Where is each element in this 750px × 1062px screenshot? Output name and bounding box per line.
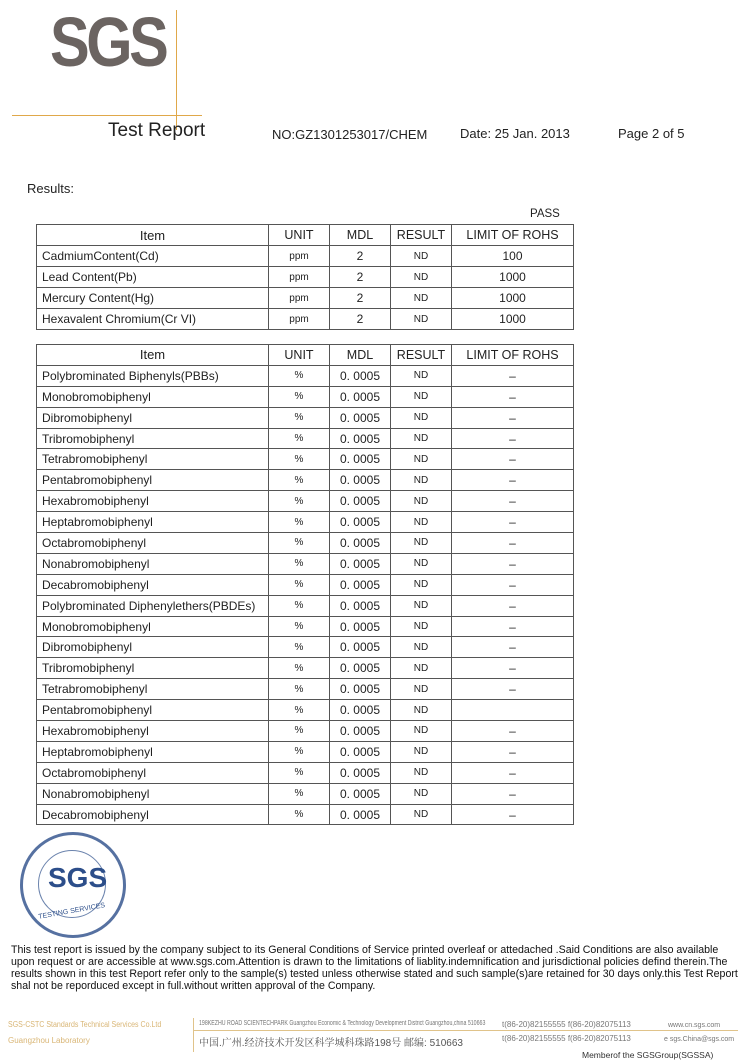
table-cell: –	[452, 365, 574, 386]
table-row	[37, 762, 574, 783]
table-cell: 0. 0005	[330, 449, 391, 470]
page-title: Test Report	[108, 120, 206, 141]
footer-rule	[193, 1018, 194, 1052]
report-date: Date: 25 Jan. 2013	[460, 126, 570, 141]
table-cell: ND	[391, 386, 452, 407]
table-cell: ND	[391, 309, 452, 330]
table-cell: ND	[391, 741, 452, 762]
table-row	[37, 309, 574, 330]
table-cell: ND	[391, 512, 452, 533]
logo-rule	[176, 10, 177, 130]
table-cell: ND	[391, 637, 452, 658]
column-header: Item	[37, 345, 269, 366]
table-row	[37, 721, 574, 742]
table-cell: 0. 0005	[330, 804, 391, 825]
disclaimer: This test report is issued by the company subject to its General Conditions of Service printed overleaf or attedached .Said Conditions are also available upon request or are accessible at www.sgs.com.Attention is drawn to the limitations of liablity.indemnification and jurisdictional policies defind therein.The results shown in this test Report refer only to the sample(s) tested unless otherwise stated and such sample(s)are retained for 30 days only.this Test Report shal not be reporduced except in full.without written approval of the Company.	[11, 944, 738, 992]
email: e sgs.China@sgs.com	[664, 1036, 735, 1043]
table-cell: ND	[391, 658, 452, 679]
table-cell: ND	[391, 762, 452, 783]
table-cell: 100	[452, 246, 574, 267]
table-cell: –	[452, 574, 574, 595]
stamp-text: TESTING SERVICES	[37, 902, 106, 921]
table-cell: 2	[330, 267, 391, 288]
table-row	[37, 449, 574, 470]
table-cell: –	[452, 637, 574, 658]
table-row	[37, 533, 574, 554]
table-cell: ND	[391, 595, 452, 616]
table-cell: Polybrominated Biphenyls(PBBs)	[37, 365, 269, 386]
table-cell: 0. 0005	[330, 407, 391, 428]
table-cell: %	[269, 491, 330, 512]
table-cell: –	[452, 762, 574, 783]
page-number: Page 2 of 5	[618, 126, 685, 141]
table-cell: Monobromobiphenyl	[37, 386, 269, 407]
table-cell: –	[452, 533, 574, 554]
table-cell: ppm	[269, 288, 330, 309]
table-cell: 0. 0005	[330, 553, 391, 574]
table-row	[37, 470, 574, 491]
table-row	[37, 595, 574, 616]
table-cell: 0. 0005	[330, 365, 391, 386]
table-cell: 0. 0005	[330, 741, 391, 762]
table-cell: –	[452, 595, 574, 616]
table-cell: –	[452, 407, 574, 428]
table-cell: Tetrabromobiphenyl	[37, 449, 269, 470]
table-cell: ND	[391, 407, 452, 428]
table-cell: %	[269, 595, 330, 616]
header-row	[37, 225, 574, 246]
table-cell: ND	[391, 267, 452, 288]
table-cell: 0. 0005	[330, 616, 391, 637]
table-cell: ND	[391, 533, 452, 554]
results-label: Results:	[27, 181, 74, 196]
table-cell: –	[452, 449, 574, 470]
column-header: UNIT	[269, 345, 330, 366]
table-cell: ND	[391, 288, 452, 309]
table-cell: Hexabromobiphenyl	[37, 491, 269, 512]
table-cell: 0. 0005	[330, 574, 391, 595]
heavy-metals-table	[36, 224, 574, 330]
member-note: Memberof the SGSGroup(SGSSA)	[582, 1050, 714, 1060]
table-cell: 1000	[452, 288, 574, 309]
table-cell: 0. 0005	[330, 428, 391, 449]
table-row	[37, 512, 574, 533]
table-cell: %	[269, 658, 330, 679]
footer-rule	[193, 1030, 738, 1031]
table-cell: %	[269, 616, 330, 637]
table-cell: 0. 0005	[330, 470, 391, 491]
table-cell: %	[269, 783, 330, 804]
table-cell: %	[269, 407, 330, 428]
table-cell: Mercury Content(Hg)	[37, 288, 269, 309]
table-cell: ND	[391, 470, 452, 491]
table-cell: 1000	[452, 267, 574, 288]
table-cell: %	[269, 512, 330, 533]
table-cell: %	[269, 470, 330, 491]
table-row	[37, 637, 574, 658]
table-cell: Nonabromobiphenyl	[37, 553, 269, 574]
table-row	[37, 804, 574, 825]
table-cell: %	[269, 762, 330, 783]
table-cell: 0. 0005	[330, 637, 391, 658]
table-cell: %	[269, 365, 330, 386]
table-cell: %	[269, 741, 330, 762]
table-cell: ND	[391, 616, 452, 637]
table-cell: –	[452, 616, 574, 637]
table-cell: ND	[391, 365, 452, 386]
column-header: MDL	[330, 225, 391, 246]
table-cell: 0. 0005	[330, 533, 391, 554]
table-cell: %	[269, 386, 330, 407]
table-row	[37, 288, 574, 309]
table-cell: %	[269, 553, 330, 574]
table-cell: –	[452, 553, 574, 574]
table-cell: ND	[391, 553, 452, 574]
table-cell: ND	[391, 679, 452, 700]
table-cell: Lead Content(Pb)	[37, 267, 269, 288]
column-header: UNIT	[269, 225, 330, 246]
table-cell: Nonabromobiphenyl	[37, 783, 269, 804]
table-cell: ND	[391, 700, 452, 721]
address-en: 198KEZHU ROAD SCIENTECHPARK Guangzhou Economic & Technology Development District Guangzhou,china 510663	[199, 1020, 486, 1027]
table-cell: Heptabromobiphenyl	[37, 512, 269, 533]
table-cell: %	[269, 804, 330, 825]
company-name: SGS-CSTC Standards Technical Services Co.Ltd	[8, 1020, 162, 1029]
table-row	[37, 365, 574, 386]
table-cell: ppm	[269, 309, 330, 330]
table-cell: Dibromobiphenyl	[37, 637, 269, 658]
table-cell: ND	[391, 246, 452, 267]
table-cell: ppm	[269, 267, 330, 288]
table-cell: Heptabromobiphenyl	[37, 741, 269, 762]
table-cell: Tribromobiphenyl	[37, 428, 269, 449]
table-cell: %	[269, 533, 330, 554]
website: www.cn.sgs.com	[668, 1022, 721, 1029]
table-cell: %	[269, 574, 330, 595]
table-cell: ND	[391, 491, 452, 512]
table-row	[37, 246, 574, 267]
table-row	[37, 741, 574, 762]
table-row	[37, 428, 574, 449]
table-row	[37, 616, 574, 637]
table-cell: ND	[391, 804, 452, 825]
column-header: MDL	[330, 345, 391, 366]
table-cell: 0. 0005	[330, 595, 391, 616]
table-cell: Hexabromobiphenyl	[37, 721, 269, 742]
table-cell: ppm	[269, 246, 330, 267]
column-header: LIMIT OF ROHS	[452, 345, 574, 366]
table-cell: 0. 0005	[330, 512, 391, 533]
table-cell: –	[452, 428, 574, 449]
table-cell: –	[452, 512, 574, 533]
table-cell: –	[452, 470, 574, 491]
table-row	[37, 574, 574, 595]
table-cell: 0. 0005	[330, 658, 391, 679]
table-cell: 0. 0005	[330, 386, 391, 407]
header-row	[37, 345, 574, 366]
address-cn: 中国.广州.经济技术开发区科学城科珠路198号 邮编: 510663	[199, 1038, 463, 1049]
pass-label: PASS	[530, 208, 560, 220]
phone-line: t(86-20)82155555 f(86-20)82075113	[502, 1020, 631, 1029]
table-cell: Tetrabromobiphenyl	[37, 679, 269, 700]
table-cell: Octabromobiphenyl	[37, 533, 269, 554]
table-row	[37, 783, 574, 804]
table-cell: –	[452, 741, 574, 762]
table-cell: 2	[330, 288, 391, 309]
table-cell: 2	[330, 246, 391, 267]
table-cell: Tribromobiphenyl	[37, 658, 269, 679]
table-cell: 0. 0005	[330, 679, 391, 700]
sgs-logo: SGS	[50, 3, 166, 81]
table-cell: ND	[391, 721, 452, 742]
table-cell: Decabromobiphenyl	[37, 574, 269, 595]
logo-rule	[12, 115, 202, 116]
table-cell: %	[269, 428, 330, 449]
table-cell: –	[452, 658, 574, 679]
table-cell: %	[269, 721, 330, 742]
table-cell: 0. 0005	[330, 762, 391, 783]
column-header: RESULT	[391, 225, 452, 246]
table-cell: ND	[391, 574, 452, 595]
table-cell: –	[452, 679, 574, 700]
table-cell: 0. 0005	[330, 491, 391, 512]
table-row	[37, 267, 574, 288]
table-row	[37, 658, 574, 679]
table-cell: Octabromobiphenyl	[37, 762, 269, 783]
table-cell: –	[452, 804, 574, 825]
company-lab: Guangzhou Laboratory	[8, 1036, 90, 1045]
table-row	[37, 700, 574, 721]
table-cell: ND	[391, 428, 452, 449]
table-cell: Decabromobiphenyl	[37, 804, 269, 825]
table-cell: Monobromobiphenyl	[37, 616, 269, 637]
table-row	[37, 553, 574, 574]
table-row	[37, 679, 574, 700]
column-header: RESULT	[391, 345, 452, 366]
table-cell: CadmiumContent(Cd)	[37, 246, 269, 267]
table-cell: 0. 0005	[330, 700, 391, 721]
table-cell: %	[269, 449, 330, 470]
table-cell: %	[269, 637, 330, 658]
table-cell: –	[452, 783, 574, 804]
table-row	[37, 386, 574, 407]
table-cell: –	[452, 721, 574, 742]
table-cell: %	[269, 700, 330, 721]
table-cell: Pentabromobiphenyl	[37, 470, 269, 491]
table-cell	[452, 700, 574, 721]
table-cell: 1000	[452, 309, 574, 330]
stamp-logo: SGS	[48, 862, 108, 893]
table-row	[37, 407, 574, 428]
table-cell: 2	[330, 309, 391, 330]
table-cell: 0. 0005	[330, 783, 391, 804]
phone-line: t(86-20)82155555 f(86-20)82075113	[502, 1034, 631, 1043]
table-cell: 0. 0005	[330, 721, 391, 742]
table-cell: –	[452, 386, 574, 407]
table-cell: Polybrominated Diphenylethers(PBDEs)	[37, 595, 269, 616]
report-number: NO:GZ1301253017/CHEM	[272, 127, 428, 142]
column-header: Item	[37, 225, 269, 246]
table-row	[37, 491, 574, 512]
table-cell: –	[452, 491, 574, 512]
flame-retardants-table	[36, 344, 574, 825]
column-header: LIMIT OF ROHS	[452, 225, 574, 246]
table-cell: Dibromobiphenyl	[37, 407, 269, 428]
table-cell: Pentabromobiphenyl	[37, 700, 269, 721]
table-cell: ND	[391, 449, 452, 470]
table-cell: Hexavalent Chromium(Cr VI)	[37, 309, 269, 330]
table-cell: ND	[391, 783, 452, 804]
table-cell: %	[269, 679, 330, 700]
